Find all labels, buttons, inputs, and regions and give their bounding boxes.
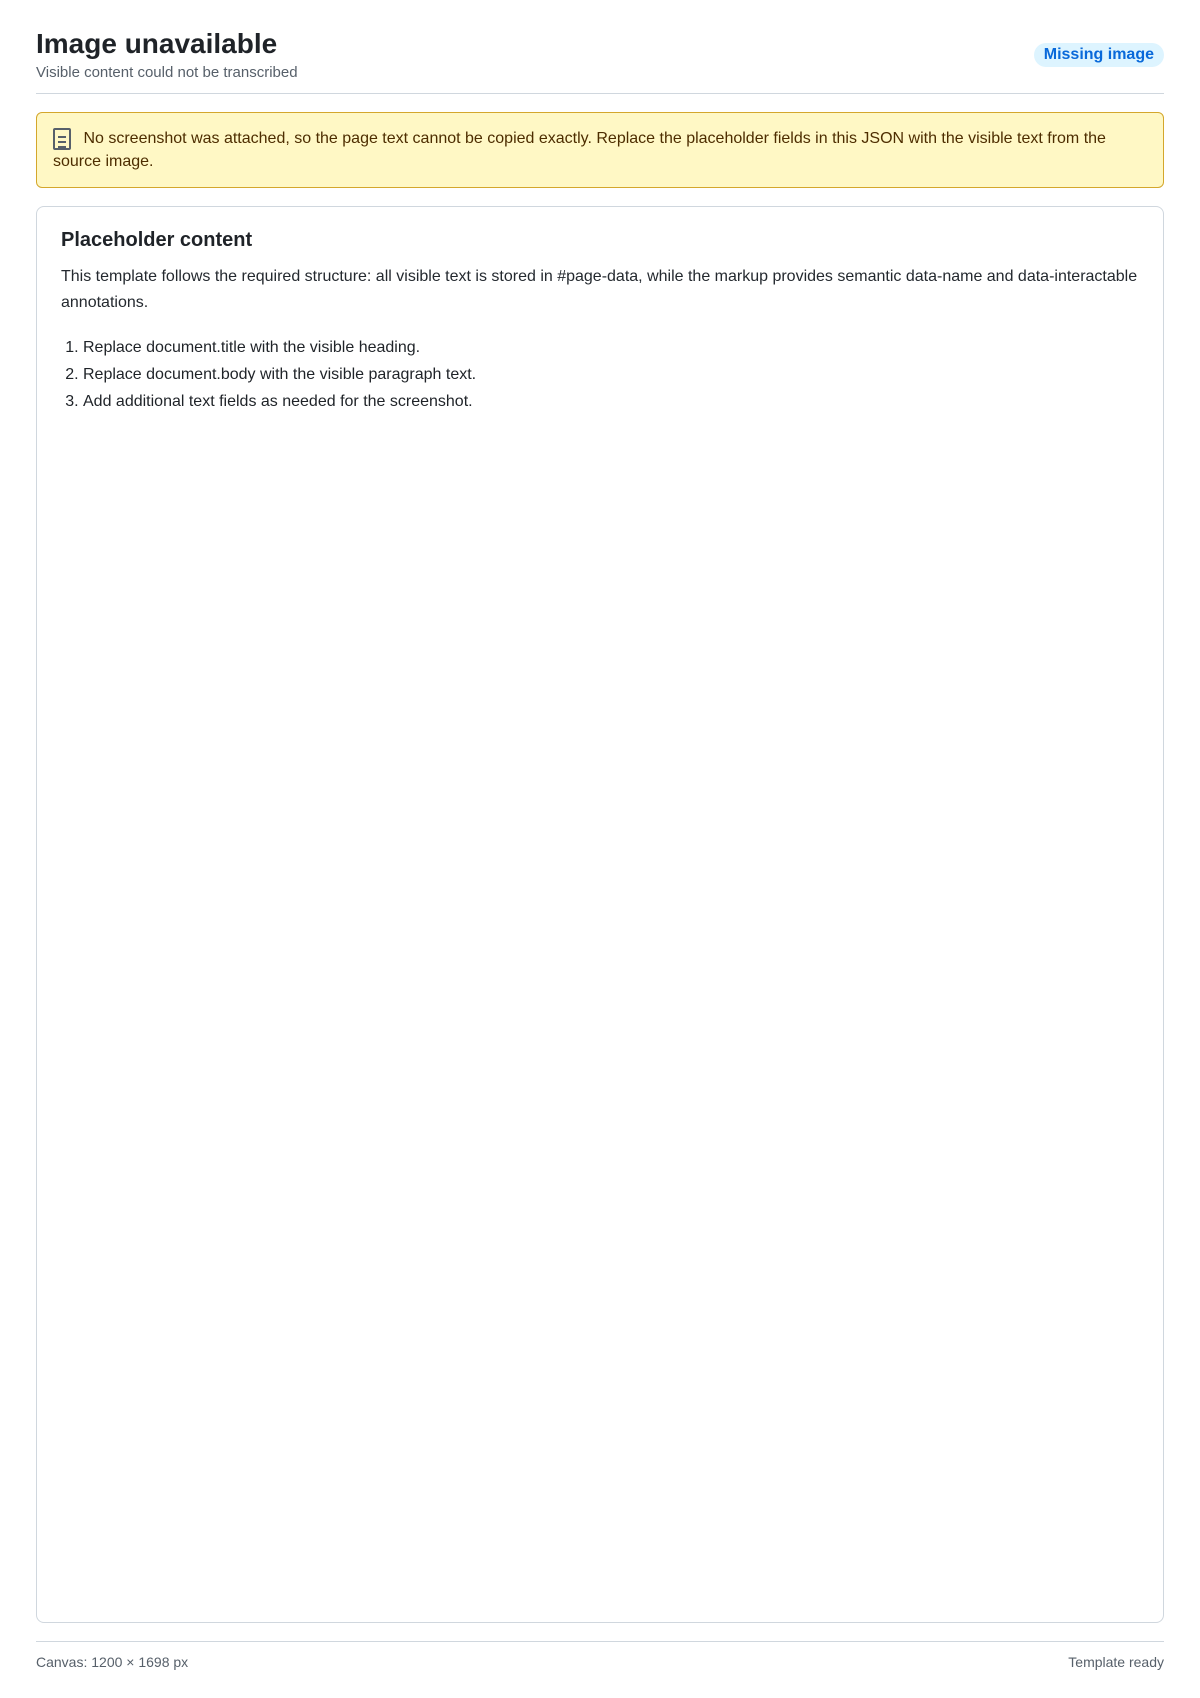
document-footer xyxy=(36,1641,1164,1670)
section-title: Placeholder content xyxy=(61,229,253,252)
status-badge: Missing image xyxy=(1034,43,1164,67)
page-subtitle: Visible content could not be transcribed xyxy=(36,64,298,81)
body-paragraph: This template follows the required structure: all visible text is stored in #page-data, while the markup provides semantic data-name and data-interactable annotations. xyxy=(61,268,1138,311)
notice-text: No screenshot was attached, so the page text cannot be copied exactly. Replace the placeholder fields in this JSON with the visible text from the source image. xyxy=(53,130,1106,171)
list-item: 3. Add additional text fields as needed for the screenshot. xyxy=(83,388,1139,415)
document-icon xyxy=(53,128,71,150)
footer-right-text: Template ready xyxy=(1068,1654,1164,1670)
footer-left-text: Canvas: 1200 × 1698 px xyxy=(36,1654,189,1670)
page-title: Image unavailable xyxy=(36,28,278,59)
list-item: 1. Replace document.title with the visible heading. xyxy=(83,334,1139,361)
document-content xyxy=(36,206,1164,1623)
missing-image-notice xyxy=(36,112,1164,188)
title-group xyxy=(36,28,298,81)
instruction-list xyxy=(61,334,1139,416)
list-item: 2. Replace document.body with the visible paragraph text. xyxy=(83,361,1139,388)
document-header xyxy=(36,28,1164,94)
